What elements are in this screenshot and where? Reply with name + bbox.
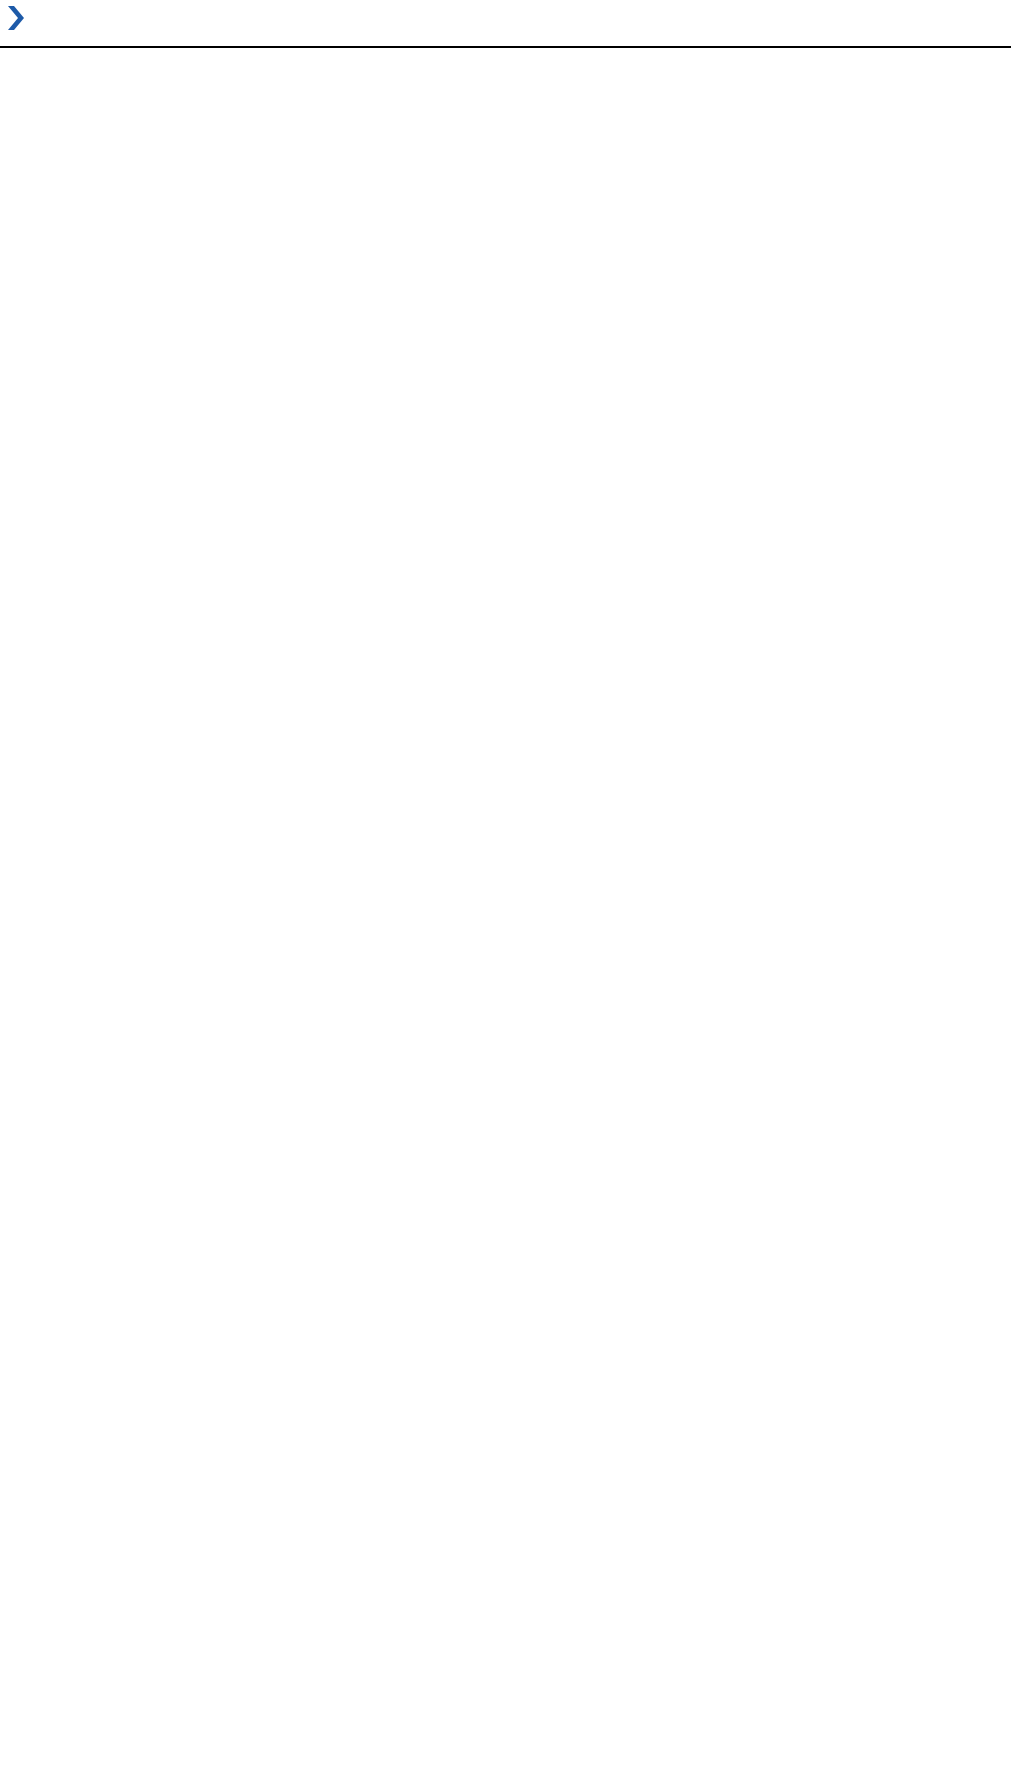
- masthead-rule: [0, 46, 1011, 48]
- logo-chevron-icon: [6, 4, 28, 32]
- column-3: [673, 54, 1009, 1786]
- masthead: [0, 0, 1011, 48]
- masthead-logo: [6, 4, 31, 32]
- masthead-info: [987, 6, 1001, 30]
- column-2: [347, 54, 667, 1786]
- column-1: [2, 54, 340, 1786]
